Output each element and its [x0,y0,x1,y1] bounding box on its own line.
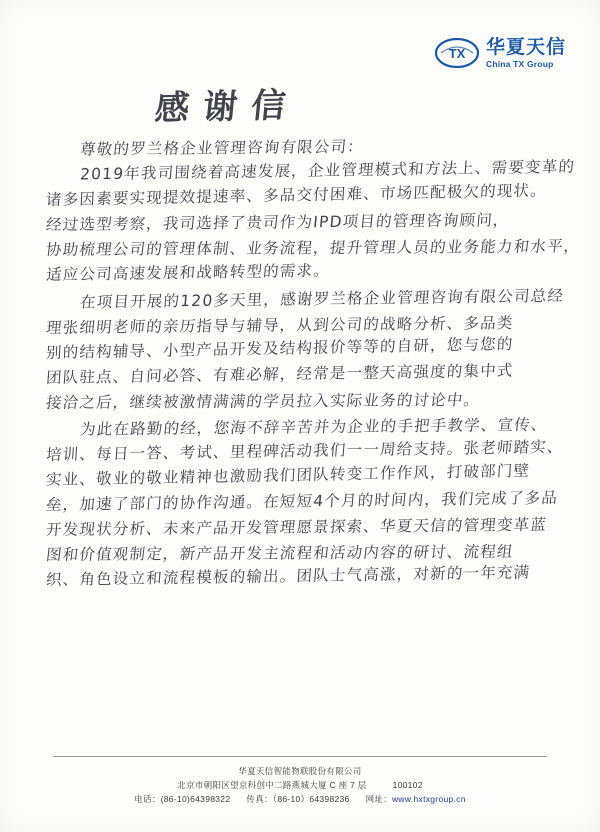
letter-title: 感谢信 [153,85,302,129]
letter-salutation: 尊敬的罗兰格企业管理咨询有限公司： [79,137,365,159]
letter-line: 团队驻点、自问必答、有难必解，经常是一整天高强度的集中式 [45,361,515,387]
letter-line: 协助梳理公司的管理体制、业务流程，提升管理人员的业务能力和水平， [45,237,582,260]
letter-paragraph-2 [45,286,565,412]
letter-line: 开发现状分析、未来产品开发管理愿景探索、华夏天信的管理变革蓝 [45,515,548,540]
letter-line: 经过选型考察，我司选择了贵司作为IPD项目的管理咨询顾问， [45,211,511,235]
footer-company: 华夏天信智能物联股份有限公司 [238,765,362,776]
letter-line: 2019年我司围绕着高速发展，企业管理模式和方法上、需要变革的 [79,157,576,184]
letter-paragraph-1 [45,157,582,285]
logo-name-en: China TX Group [485,58,554,69]
company-logo [435,38,566,69]
letter-line: 垒，加速了部门的协作沟通。在短短4个月的时间内，我们完成了多品 [45,488,559,515]
footer-phone: 电话：(86-10)64398322 [134,793,231,804]
letter-paragraph-3 [45,415,565,590]
page-footer [0,756,600,806]
footer-divider [53,756,547,757]
letter-line: 图和价值观制定，新产品开发主流程和活动内容的研讨、流程组 [45,542,515,565]
logo-name-cn: 华夏天信 [485,37,566,58]
letter-text [45,137,582,590]
footer-address: 北京市朝阳区望京科创中二路燕城大厦 C 座 7 层 [177,779,367,790]
tx-circle-logo-icon [435,38,479,68]
letter-line: 实业、敬业的敬业精神也激励我们团队转变工作作风，打破部门壁 [45,461,531,490]
footer-website: 网址：www.hxtxgroup.cn [365,793,466,804]
handwritten-letter-body [45,66,582,746]
footer-fax: 传真：（86-10）64398236 [246,793,350,804]
letter-line: 在项目开展的120多天里，感谢罗兰格企业管理咨询有限公司总经 [79,286,565,312]
letter-line: 接洽之后，继续被激情满满的学员拉入实际业务的讨论中。 [45,390,482,412]
letter-line: 理张细明老师的亲历指导与辅导，从到公司的战略分析、多品类 [45,313,515,337]
footer-postcode: 100102 [392,779,423,790]
letter-line: 织、角色设立和流程模板的输出。团队士气高涨，对新的一年充满 [45,563,531,590]
letter-line: 别的结构辅导、小型产品开发及结构报价等等的自研，您与您的 [45,334,515,362]
footer-contact-row [0,792,600,806]
letter-line: 培训、每日一答、考试、里程碑活动我们一一周给支持。张老师踏实、 [45,437,565,465]
svg-text:TX: TX [448,46,466,62]
footer-address-row [0,778,600,792]
letter-line: 适应公司高速发展和战略转型的需求。 [45,261,331,285]
letter-line: 为此在路勤的经，您海不辞辛苦并为企业的手把手教学、宣传、 [79,415,549,439]
letter-line: 诸多因素要实现提效提速率、多品交付困难、市场匹配极欠的现状。 [45,181,548,210]
